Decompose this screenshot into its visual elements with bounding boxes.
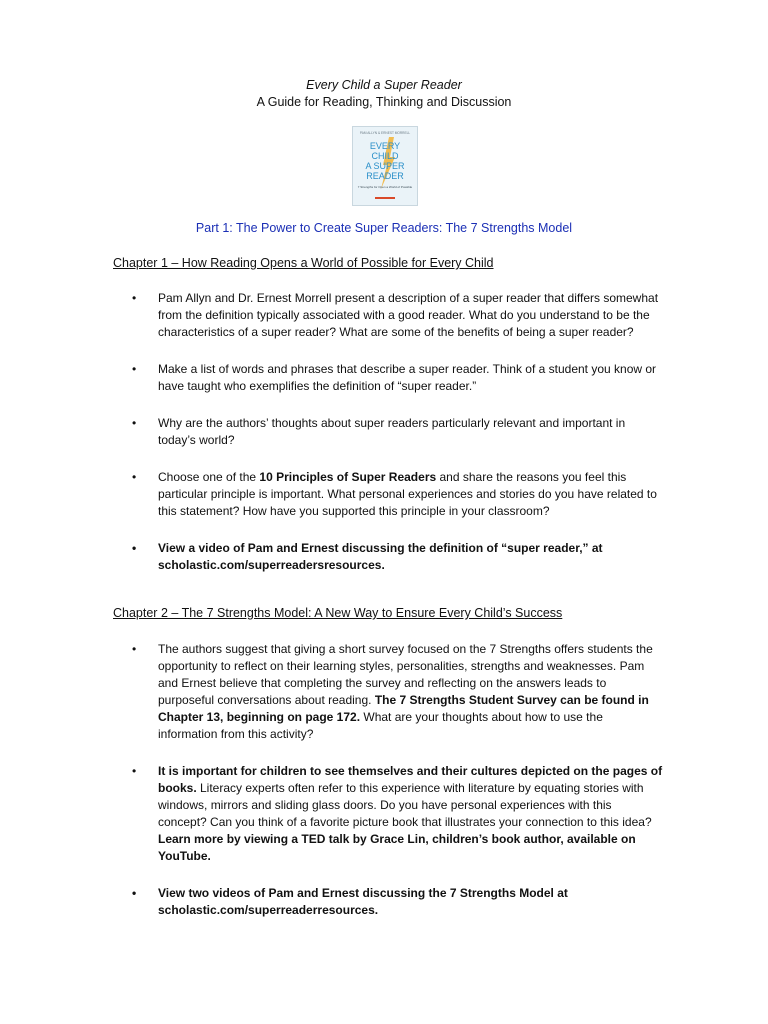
- list-item: [113, 290, 663, 341]
- bullet-icon: •: [132, 470, 137, 484]
- bullet-text: Why are the authors’ thoughts about super readers particularly relevant and important in today’s world?: [158, 416, 626, 447]
- bullet-text: View a video of Pam and Ernest discussing the definition of “super reader,” at scholastic.com/superreadersresources.: [158, 541, 603, 572]
- book-cover-image: [352, 126, 418, 206]
- document-title: Every Child a Super Reader: [306, 78, 462, 92]
- bullet-text: Make a list of words and phrases that describe a super reader. Think of a student you know or have taught who exemplifies the definition of “super reader.”: [158, 362, 657, 393]
- bullet-text-pre: Choose one of the: [158, 470, 260, 484]
- chapter-1-heading: Chapter 1 – How Reading Opens a World of Possible for Every Child: [113, 256, 494, 270]
- bullet-text-pre: The authors suggest that giving a short survey focused on the 7 Strengths offers students the opportunity to reflect on their learning styles, personalities, strengths and weaknesses. Pam and Ernest believe that completing the survey and reflecting on the answers leads to purposeful conversations about reading.: [158, 642, 653, 707]
- bullet-text: View two videos of Pam and Ernest discussing the 7 Strengths Model at scholastic.com/superreaderresources.: [158, 886, 568, 917]
- bullet-text: Pam Allyn and Dr. Ernest Morrell present a description of a super reader that differs somewhat from the definition typically associated with a good reader. What do you understand to be the characteristics of a super reader? What are some of the benefits of being a super reader?: [158, 291, 659, 339]
- bullet-text-bold: The 7 Strengths Student Survey can be found in Chapter 13, beginning on page 172.: [158, 693, 649, 724]
- document-subtitle: A Guide for Reading, Thinking and Discussion: [256, 95, 512, 109]
- cover-authors: PAM ALLYN & ERNEST MORRELL: [359, 131, 411, 135]
- bullet-icon: •: [132, 541, 137, 555]
- bullet-text-bold: 10 Principles of Super Readers: [259, 470, 437, 484]
- part-heading: Part 1: The Power to Create Super Readers: The 7 Strengths Model: [195, 221, 573, 235]
- chapter-2-bullet-list: [113, 641, 663, 939]
- bullet-text-mid: Literacy experts often refer to this experience with literature by equating stories with windows, mirrors and sliding glass doors. Do you have personal experiences with this concept? Can you think of a favorite picture book that illustrates your connection to this idea?: [158, 781, 652, 829]
- chapter-2-heading: Chapter 2 – The 7 Strengths Model: A New Way to Ensure Every Child’s Success: [113, 606, 563, 620]
- cover-title-line-3: A SUPER: [365, 161, 405, 171]
- cover-accent-bar: [375, 197, 395, 199]
- bullet-icon: •: [132, 764, 137, 778]
- list-item: [113, 885, 663, 919]
- cover-tagline: 7 Strengths for Open a World of Possible: [357, 185, 413, 189]
- list-item: [113, 641, 663, 743]
- book-cover-art: [353, 127, 417, 205]
- list-item: [113, 540, 663, 574]
- bullet-text-post: and share the reasons you feel this particular principle is important. What personal experiences and stories do you have related to this statement? How have you supported this principle in your classroom?: [158, 470, 657, 518]
- bullet-icon: •: [132, 362, 137, 376]
- bullet-icon: •: [132, 291, 137, 305]
- list-item: [113, 361, 663, 395]
- bullet-text-post: What are your thoughts about how to use the information from this activity?: [158, 710, 603, 741]
- bullet-text-bold: It is important for children to see themselves and their cultures depicted on the pages of books.: [158, 764, 663, 795]
- chapter-1-bullet-list: [113, 290, 663, 594]
- cover-title-line-1: EVERY: [369, 141, 401, 151]
- list-item: [113, 469, 663, 520]
- cover-title-line-4: READER: [366, 171, 404, 181]
- bullet-icon: •: [132, 642, 137, 656]
- bullet-icon: •: [132, 886, 137, 900]
- bullet-text-bold: Learn more by viewing a TED talk by Grace Lin, children’s book author, available on YouTube.: [158, 832, 636, 863]
- bullet-icon: •: [132, 416, 137, 430]
- list-item: [113, 415, 663, 449]
- list-item: [113, 763, 663, 865]
- cover-title-line-2: CHILD: [371, 151, 399, 161]
